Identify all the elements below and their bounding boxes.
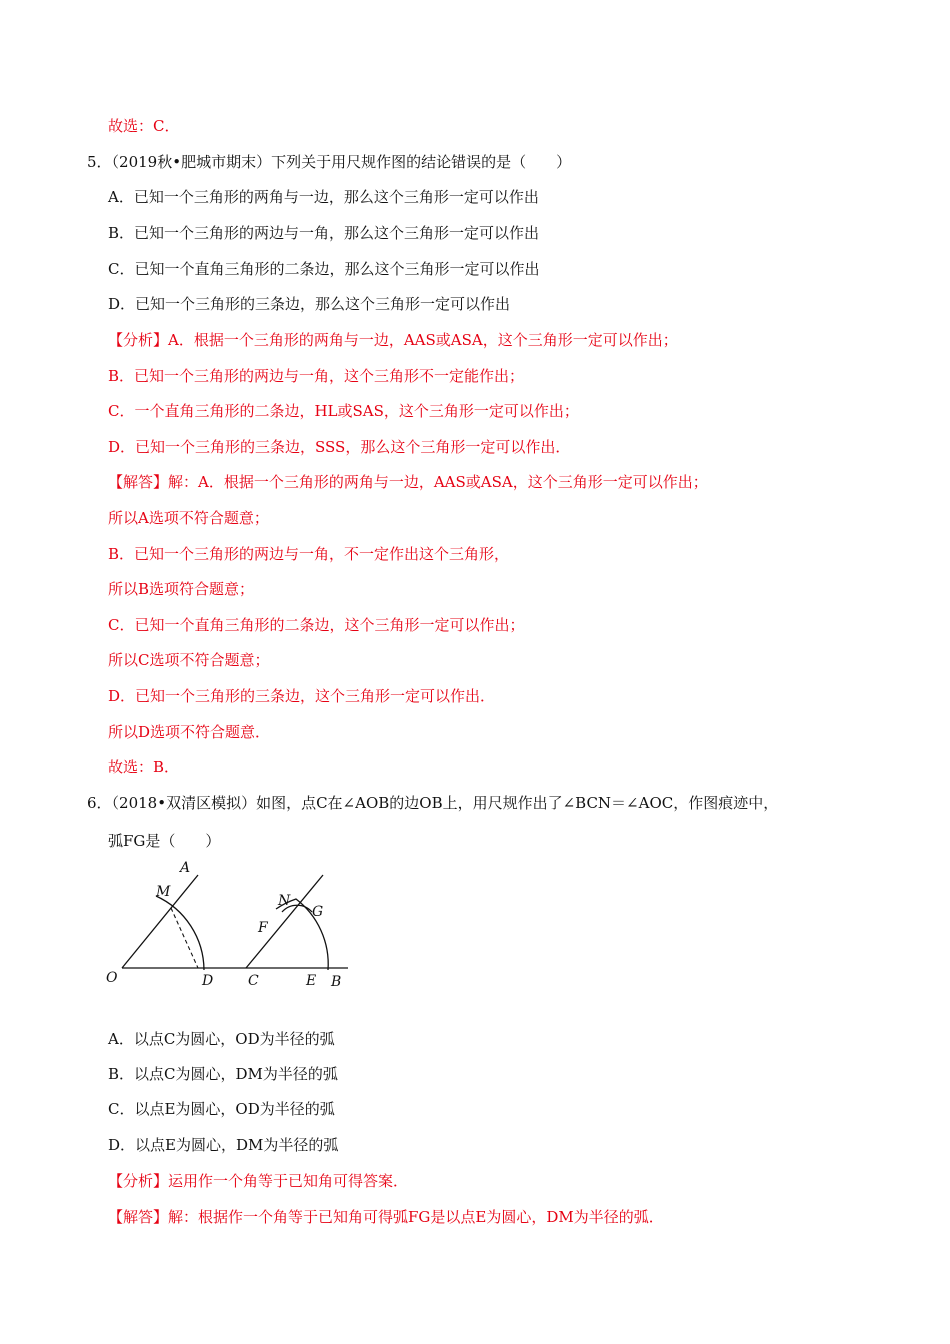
q6-option-c: C．以点E为圆心，OD为半径的弧 xyxy=(108,1100,335,1118)
q5-solution-3: B．已知一个三角形的两边与一角，不一定作出这个三角形， xyxy=(108,545,510,563)
q5-option-d: D．已知一个三角形的三条边，那么这个三角形一定可以作出 xyxy=(108,295,511,313)
q5-solution-2: 所以A选项不符合题意； xyxy=(108,509,269,527)
q5-stem xyxy=(87,152,571,172)
q5-stem-text: （2019秋•肥城市期末）下列关于用尺规作图的结论错误的是（ ） xyxy=(111,153,572,171)
q5-solution-4: 所以B选项符合题意； xyxy=(108,580,255,598)
q5-analysis-4: D．已知一个三角形的三条边，SSS，那么这个三角形一定可以作出． xyxy=(108,438,571,456)
q5-solution-5: C．已知一个直角三角形的二条边，这个三角形一定可以作出； xyxy=(108,616,525,634)
q6-analysis: 【分析】运用作一个角等于已知角可得答案． xyxy=(108,1172,409,1190)
label-n: N xyxy=(278,893,291,909)
label-f: F xyxy=(258,920,268,936)
label-m: M xyxy=(156,884,171,900)
q5-option-c: C．已知一个直角三角形的二条边，那么这个三角形一定可以作出 xyxy=(108,260,540,278)
q5-solution-7: D．已知一个三角形的三条边，这个三角形一定可以作出． xyxy=(108,687,496,705)
q5-solution-6: 所以C选项不符合题意； xyxy=(108,651,270,669)
label-o: O xyxy=(106,970,118,986)
label-e: E xyxy=(306,973,317,989)
label-g: G xyxy=(312,904,324,920)
q6-stem-line2: 弧FG是（ ） xyxy=(108,832,221,850)
q6-solution: 【解答】解：根据作一个角等于已知角可得弧FG是以点E为圆心，DM为半径的弧． xyxy=(108,1208,664,1226)
label-b: B xyxy=(331,974,342,990)
q6-option-a: A．以点C为圆心，OD为半径的弧 xyxy=(108,1030,335,1048)
label-c: C xyxy=(248,973,259,989)
q5-solution-9: 故选：B． xyxy=(108,758,180,776)
q6-stem-line1 xyxy=(87,793,778,813)
q5-analysis-2: B．已知一个三角形的两边与一角，这个三角形不一定能作出； xyxy=(108,367,525,385)
q5-number: 5． xyxy=(87,153,112,171)
q6-stem-text: （2018•双清区模拟）如图，点C在∠AOB的边OB上，用尺规作出了∠BCN＝∠AOC，作图痕迹中， xyxy=(111,794,779,812)
prev-answer: 故选：C． xyxy=(108,117,180,135)
label-d: D xyxy=(202,973,214,989)
q5-analysis-3: C．一个直角三角形的二条边，HL或SAS，这个三角形一定可以作出； xyxy=(108,402,579,420)
q5-solution-1: 【解答】解：A．根据一个三角形的两角与一边，AAS或ASA，这个三角形一定可以作出； xyxy=(108,473,708,491)
q6-number: 6． xyxy=(87,794,112,812)
arc-md xyxy=(156,896,204,970)
q6-option-d: D．以点E为圆心，DM为半径的弧 xyxy=(108,1136,339,1154)
q5-analysis-1: 【分析】A．根据一个三角形的两角与一边，AAS或ASA，这个三角形一定可以作出； xyxy=(108,331,678,349)
q5-option-a: A．已知一个三角形的两角与一边，那么这个三角形一定可以作出 xyxy=(108,188,539,206)
construction-figure xyxy=(100,856,360,996)
q6-option-b: B．以点C为圆心，DM为半径的弧 xyxy=(108,1065,338,1083)
label-a: A xyxy=(180,860,191,876)
q5-solution-8: 所以D选项不符合题意． xyxy=(108,723,271,741)
q5-option-b: B．已知一个三角形的两边与一角，那么这个三角形一定可以作出 xyxy=(108,224,540,242)
